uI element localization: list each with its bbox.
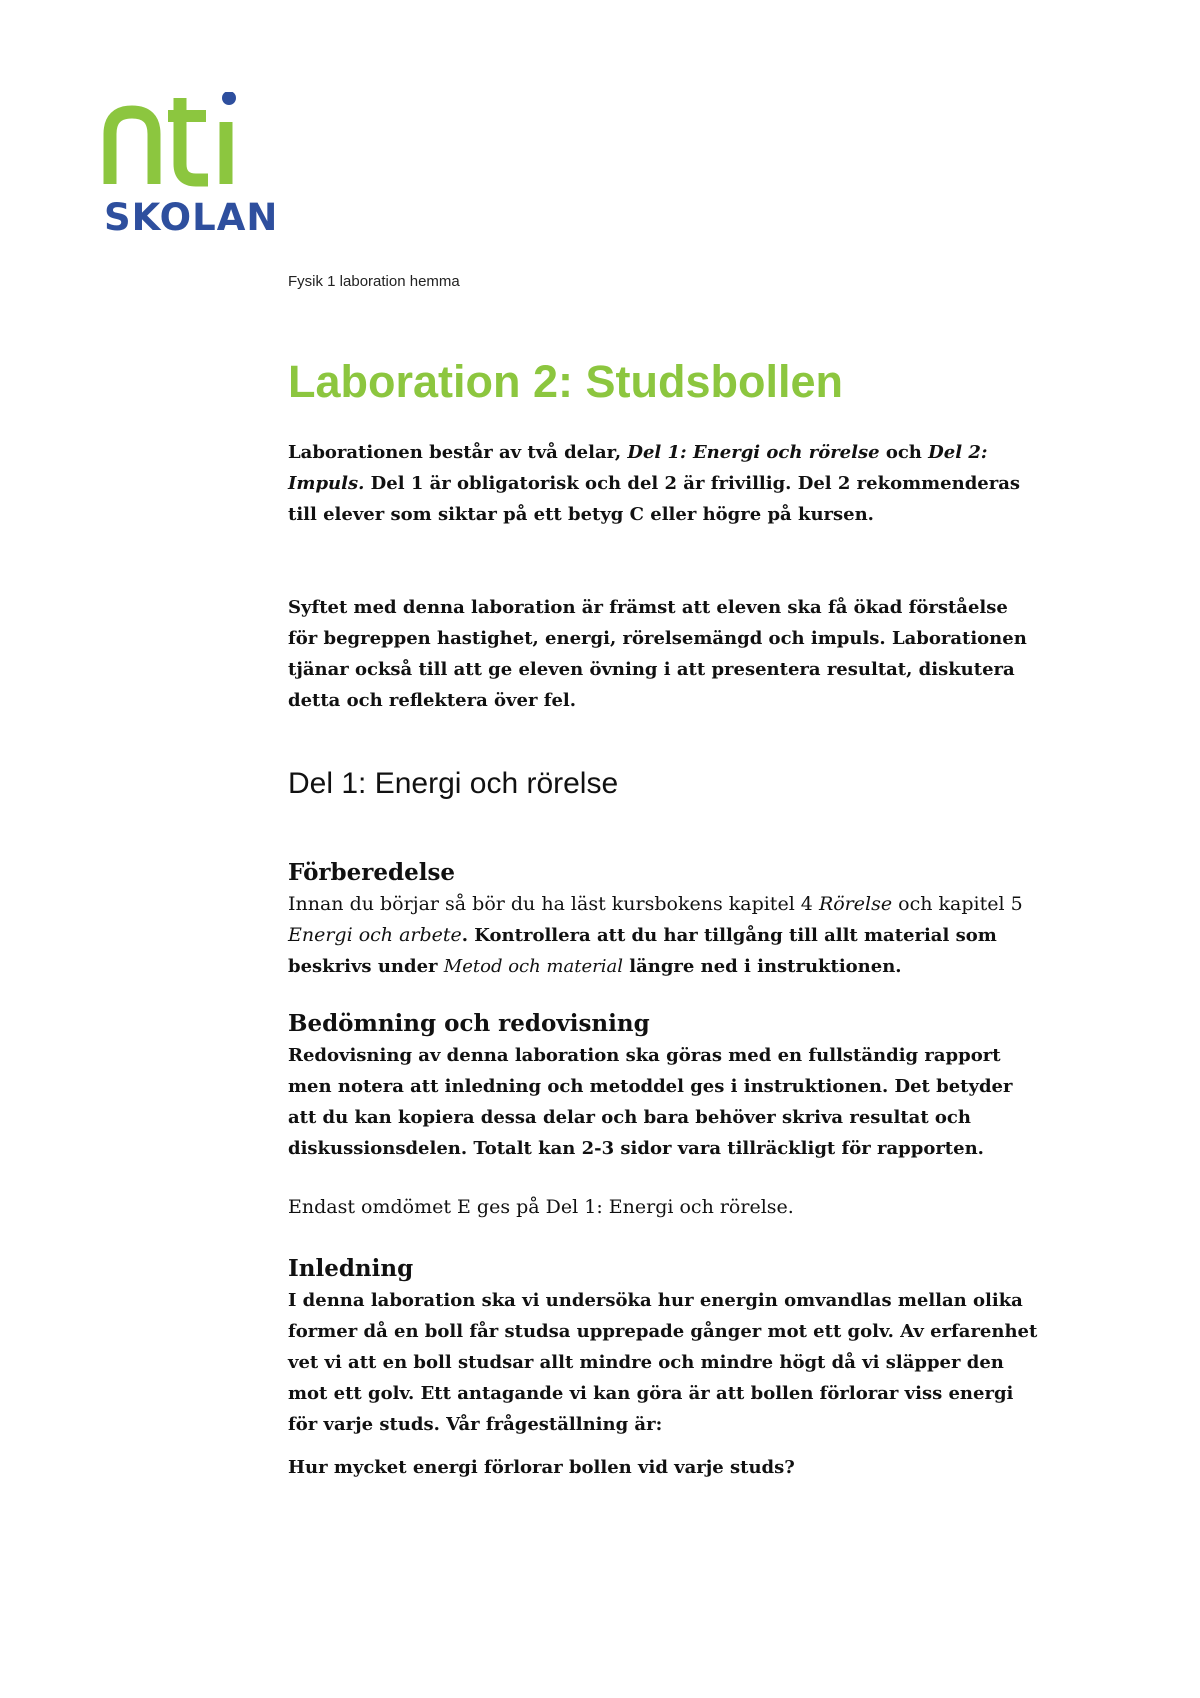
assessment-paragraph: Redovisning av denna laboration ska göras med en fullständig rapport men notera att inledning och metoddel ges i instruktionen. Det betyder att du kan kopiera dessa delar och bara behöver skriva resultat och diskussionsdelen. Totalt kan 2-3 sidor vara tillräckligt för rapporten. <box>288 1045 1013 1159</box>
purpose-paragraph: Syftet med denna laboration är främst att eleven ska få ökad förståelse för begreppen hastighet, energi, rörelsemängd och impuls. Laborationen tjänar också till att ge eleven övning i att presentera resultat, diskutera detta och reflektera över fel. <box>288 597 1027 711</box>
prep-text-c: och kapitel 5 <box>892 893 1023 915</box>
heading-inledning: Inledning <box>288 1255 414 1282</box>
section-heading-del1: Del 1: Energi och rörelse <box>288 767 619 800</box>
grade-note: Endast omdömet E ges på Del 1: Energi och rörelse. <box>288 1196 794 1218</box>
intro-part2-ref: Del 2: Impuls. <box>288 442 988 494</box>
preparation-paragraph <box>288 889 1040 982</box>
heading-forberedelse: Förberedelse <box>288 859 456 886</box>
logo-wordmark: SKOLAN <box>104 196 279 239</box>
intro-text-c: och <box>879 442 929 463</box>
nti-logo-mark <box>100 92 250 192</box>
heading-bedomning: Bedömning och redovisning <box>288 1010 650 1037</box>
prep-text-g: längre ned i instruktionen. <box>622 956 902 977</box>
intro-text-e: Del 1 är obligatorisk och del 2 är frivillig. Del 2 rekommenderas till elever som siktar på ett betyg C eller högre på kursen. <box>288 473 1021 525</box>
prep-ref-energi: Energi och arbete <box>288 924 462 946</box>
research-question: Hur mycket energi förlorar bollen vid varje studs? <box>288 1457 795 1478</box>
running-header: Fysik 1 laboration hemma <box>288 273 460 290</box>
nti-skolan-logo <box>100 92 279 242</box>
inledning-paragraph: I denna laboration ska vi undersöka hur energin omvandlas mellan olika former då en boll får studsa upprepade gånger mot ett golv. Av erfarenhet vet vi att en boll studsar allt mindre och mindre högt då vi släpper den mot ett golv. Ett antagande vi kan göra är att bollen förlorar viss energi för varje studs. Vår frågeställning är: <box>288 1290 1038 1435</box>
intro-paragraph <box>288 437 1040 530</box>
intro-text-a: Laborationen består av två delar, <box>288 442 628 463</box>
document-title: Laboration 2: Studsbollen <box>288 356 844 407</box>
intro-part1-ref: Del 1: Energi och rörelse <box>627 442 880 463</box>
prep-ref-metod: Metod och material <box>443 956 623 977</box>
prep-ref-rorelse: Rörelse <box>818 893 893 915</box>
prep-text-a: Innan du börjar så bör du ha läst kursbokens kapitel 4 <box>288 893 819 915</box>
prep-text-e: . Kontrollera att du har tillgång till allt material som beskrivs under <box>288 925 997 977</box>
